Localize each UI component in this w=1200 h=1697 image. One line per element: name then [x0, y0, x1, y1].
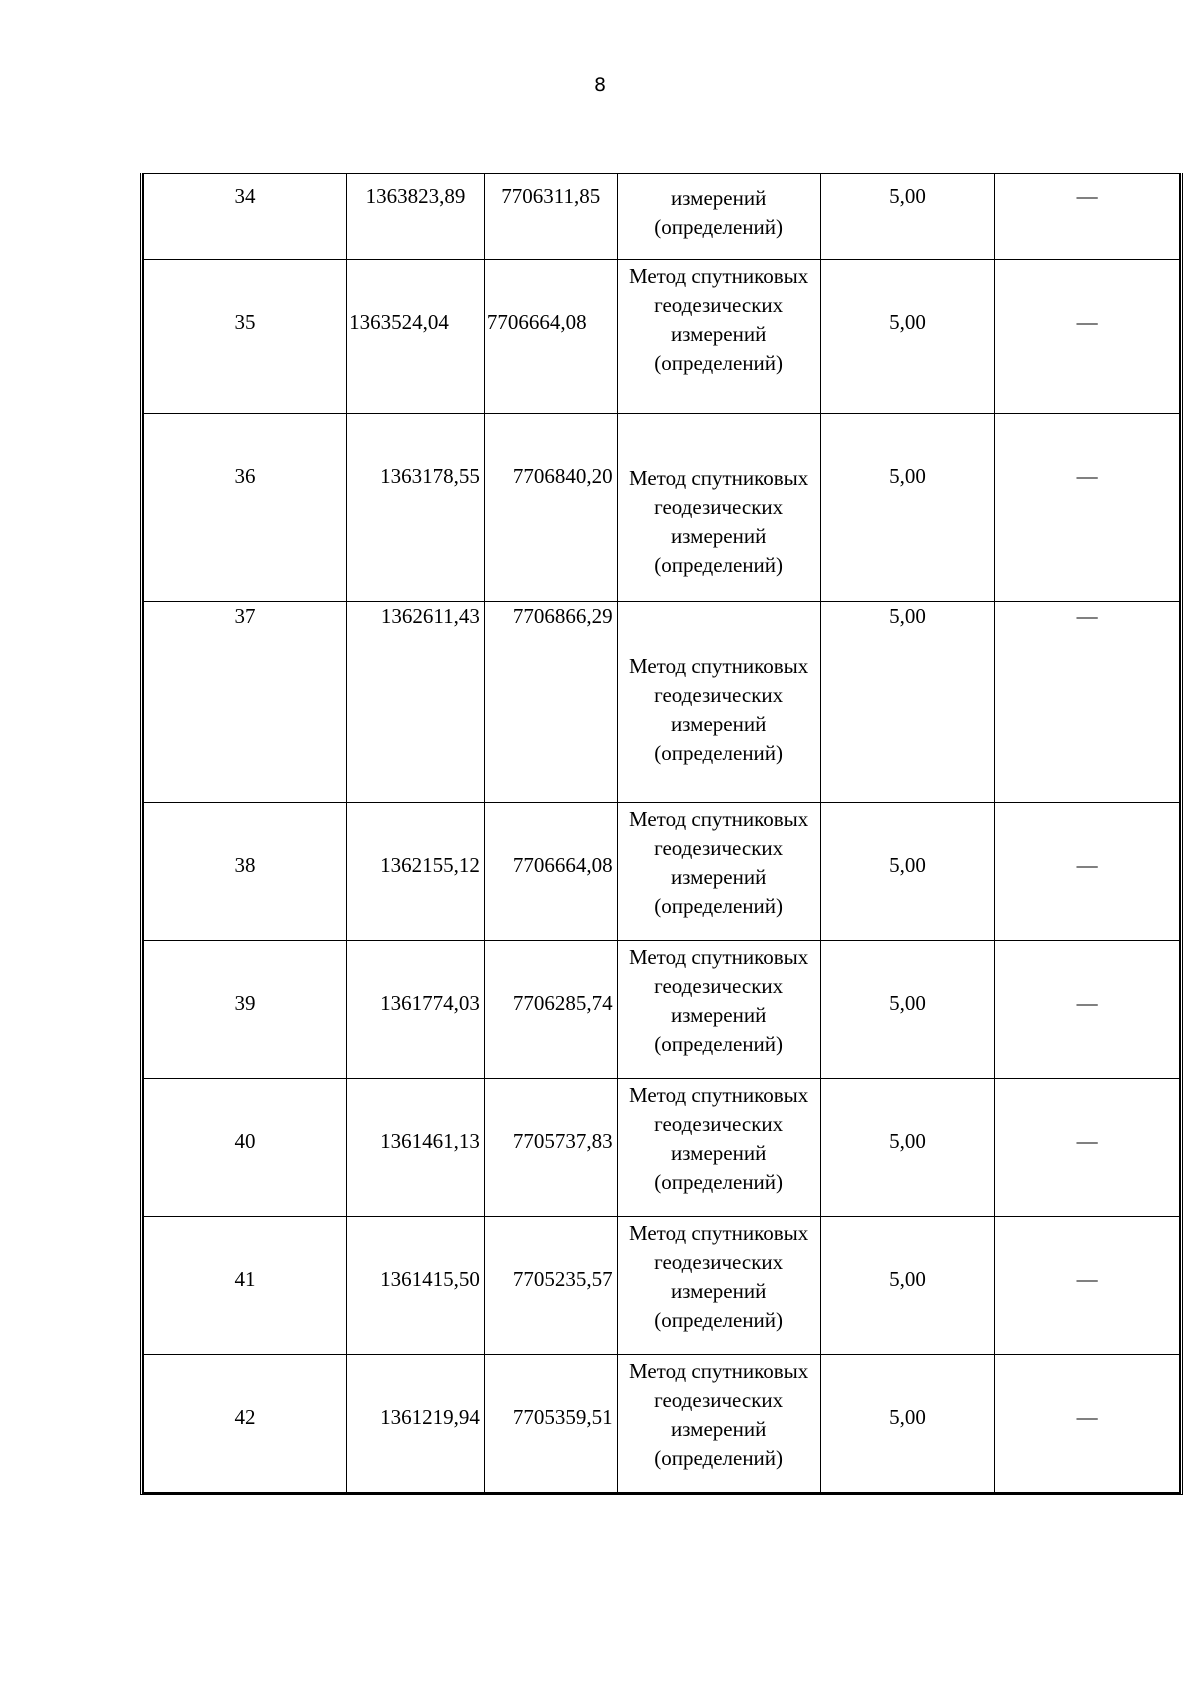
- accuracy-cell: 5,00: [820, 602, 995, 803]
- y-coordinate-cell: 7706285,74: [484, 941, 617, 1079]
- note-cell: —: [995, 803, 1180, 941]
- point-number-cell: 36: [144, 414, 347, 602]
- y-coordinate-cell: 7706664,08: [484, 803, 617, 941]
- accuracy-cell: 5,00: [820, 1079, 995, 1217]
- accuracy-cell: 5,00: [820, 174, 995, 260]
- table-row: [144, 602, 1180, 803]
- x-coordinate-cell: 1363178,55: [347, 414, 485, 602]
- note-cell: —: [995, 941, 1180, 1079]
- x-coordinate-cell: 1361774,03: [347, 941, 485, 1079]
- x-coordinate-cell: 1361219,94: [347, 1355, 485, 1493]
- coordinates-table-wrapper: [140, 173, 1183, 1495]
- y-coordinate-cell: 7705737,83: [484, 1079, 617, 1217]
- note-cell: —: [995, 414, 1180, 602]
- point-number-cell: 39: [144, 941, 347, 1079]
- point-number-cell: 37: [144, 602, 347, 803]
- method-cell: Метод спутниковых геодезических измерений (определений): [617, 1217, 820, 1355]
- method-cell: Метод спутниковых геодезических измерений (определений): [617, 803, 820, 941]
- table-row: [144, 260, 1180, 414]
- y-coordinate-cell: 7706311,85: [484, 174, 617, 260]
- point-number-cell: 34: [144, 174, 347, 260]
- x-coordinate-cell: 1363524,04: [347, 260, 485, 414]
- coordinates-table: [143, 173, 1180, 1493]
- method-cell: Метод спутниковых геодезических измерений (определений): [617, 1355, 820, 1493]
- table-row: [144, 1079, 1180, 1217]
- table-row: [144, 803, 1180, 941]
- point-number-cell: 41: [144, 1217, 347, 1355]
- y-coordinate-cell: 7705235,57: [484, 1217, 617, 1355]
- note-cell: —: [995, 260, 1180, 414]
- accuracy-cell: 5,00: [820, 1355, 995, 1493]
- table-row: [144, 414, 1180, 602]
- x-coordinate-cell: 1362611,43: [347, 602, 485, 803]
- note-cell: —: [995, 602, 1180, 803]
- x-coordinate-cell: 1361461,13: [347, 1079, 485, 1217]
- accuracy-cell: 5,00: [820, 260, 995, 414]
- accuracy-cell: 5,00: [820, 414, 995, 602]
- point-number-cell: 42: [144, 1355, 347, 1493]
- accuracy-cell: 5,00: [820, 941, 995, 1079]
- note-cell: —: [995, 1079, 1180, 1217]
- note-cell: —: [995, 1217, 1180, 1355]
- method-cell: измерений (определений): [617, 174, 820, 260]
- method-cell: Метод спутниковых геодезических измерений (определений): [617, 1079, 820, 1217]
- table-row: [144, 1217, 1180, 1355]
- point-number-cell: 38: [144, 803, 347, 941]
- page-number: 8: [593, 74, 607, 96]
- method-cell: Метод спутниковых геодезических измерений (определений): [617, 602, 820, 803]
- method-cell: Метод спутниковых геодезических измерений (определений): [617, 260, 820, 414]
- table-row: [144, 941, 1180, 1079]
- y-coordinate-cell: 7706866,29: [484, 602, 617, 803]
- y-coordinate-cell: 7705359,51: [484, 1355, 617, 1493]
- method-cell: Метод спутниковых геодезических измерений (определений): [617, 941, 820, 1079]
- table-row: [144, 1355, 1180, 1493]
- x-coordinate-cell: 1361415,50: [347, 1217, 485, 1355]
- x-coordinate-cell: 1363823,89: [347, 174, 485, 260]
- y-coordinate-cell: 7706664,08: [484, 260, 617, 414]
- point-number-cell: 35: [144, 260, 347, 414]
- point-number-cell: 40: [144, 1079, 347, 1217]
- table-row: [144, 174, 1180, 260]
- method-cell: Метод спутниковых геодезических измерений (определений): [617, 414, 820, 602]
- accuracy-cell: 5,00: [820, 1217, 995, 1355]
- y-coordinate-cell: 7706840,20: [484, 414, 617, 602]
- note-cell: —: [995, 174, 1180, 260]
- x-coordinate-cell: 1362155,12: [347, 803, 485, 941]
- accuracy-cell: 5,00: [820, 803, 995, 941]
- note-cell: —: [995, 1355, 1180, 1493]
